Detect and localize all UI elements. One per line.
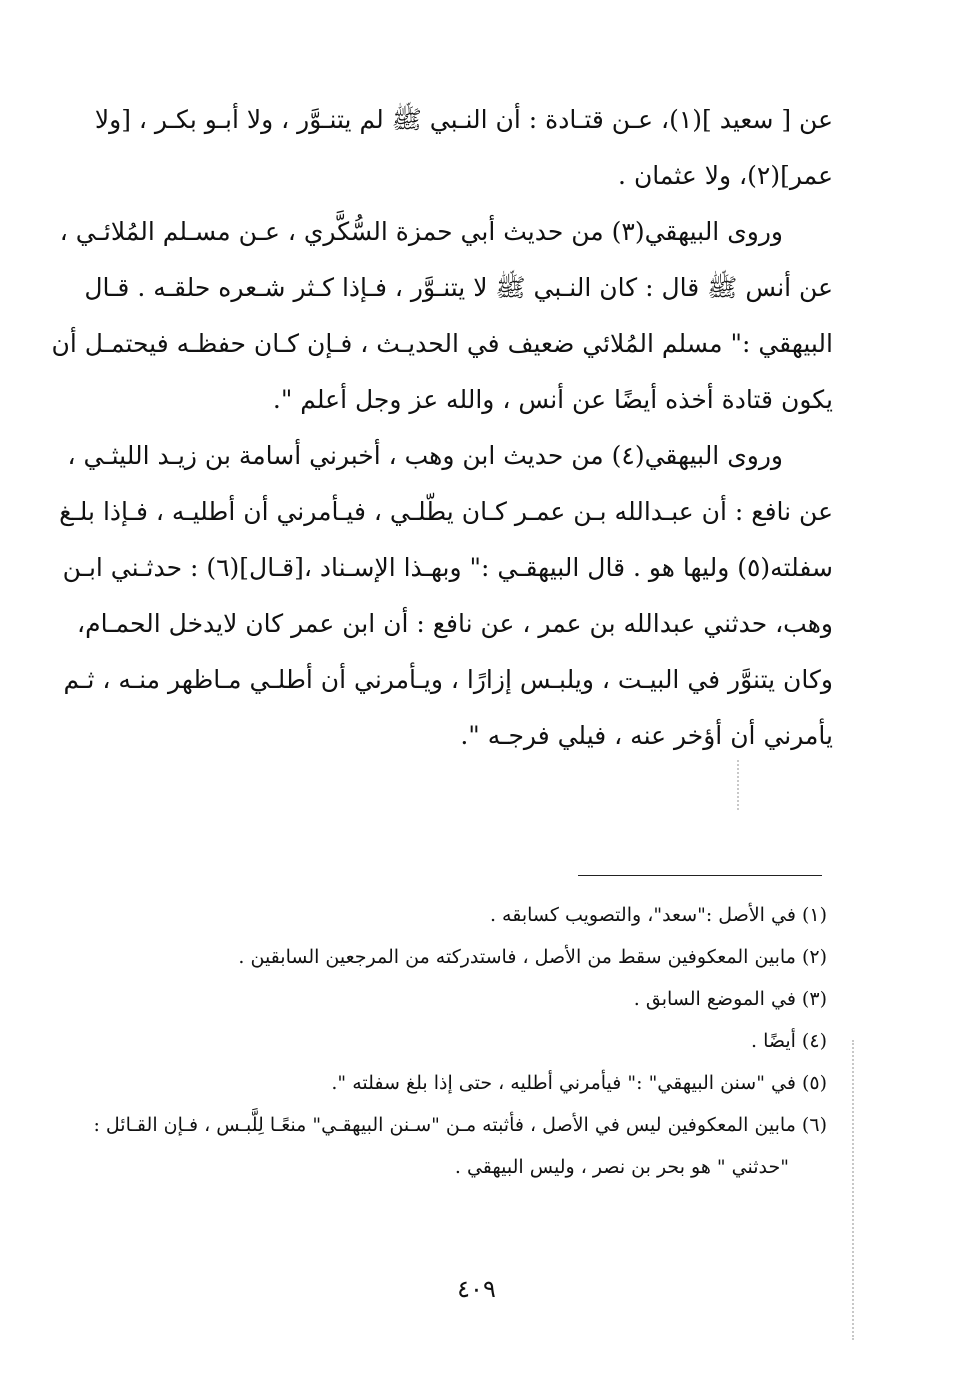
- text-line: وروى البيهقي(٤) من حديث ابن وهب ، أخبرني أسامة بن زيـد الليثـي ،: [67, 441, 783, 470]
- page-number: ٤٠٩: [457, 1275, 496, 1303]
- footnote: (١) في الأصل :"سعد"، والتصويب كسابقه .: [489, 904, 827, 926]
- text-line: عمر](٢)، ولا عثمان .: [618, 161, 833, 190]
- footnote: (٤) أيضًا .: [750, 1030, 827, 1052]
- footnote-separator: [578, 875, 822, 876]
- text-line: سفلته(٥) وليها هو . قال البيهقـي :" وبهـذا الإسـناد ،[قـال](٦) : حدثـني ابـن: [62, 553, 833, 582]
- scan-artifact: [737, 760, 741, 810]
- text-line: وكان يتنوَّر في البيـت ، ويلبـس إزارًا ، ويـأمرني أن أطلـي مـاظهر منـه ، ثـم: [63, 665, 833, 694]
- footnote: (٢) مابين المعكوفين سقط من الأصل ، فاستدركته من المرجعين السابقين .: [238, 946, 827, 968]
- text-line: عن أنس ﷺ قال : كان النـبي ﷺ لا يتنـوَّر ، فـإذا كـثر شـعره حلقـه . قـال: [84, 273, 833, 302]
- footnote: (٦) مابين المعكوفين ليس في الأصل ، فأثبته مـن "سـنن البيهقـي" منعًـا لِلَّبـس ، فـإن القـائل :: [93, 1114, 827, 1136]
- main-text: [51, 92, 833, 764]
- footnote-continuation: "حدثني " هو بحر بن نصر ، وليس البيهقي .: [454, 1156, 789, 1178]
- footnote: (٣) في الموضع السابق .: [633, 988, 827, 1010]
- text-line: عن [ سعيد ](١)، عـن قتـادة : أن النـبي ﷺ لم يتنـوَّر ، ولا أبـو بكـر ، [ولا: [94, 105, 833, 134]
- text-line: يأمرني أن أؤخر عنه ، فيلي فرجـه ".: [460, 721, 833, 750]
- footnote: (٥) في "سنن البيهقي" :" فيأمرني أطليه ، حتى إذا بلغ سفلته ".: [331, 1072, 827, 1094]
- footnotes: [93, 894, 827, 1188]
- text-line: وروى البيهقي(٣) من حديث أبي حمزة السُّكَّري ، عـن مسـلم المُلائـي ،: [59, 217, 783, 246]
- text-line: عن نافع : أن عبـدالله بـن عمـر كـان يطّلـي ، فيـأمرني أن أطليـه ، فـإذا بلـغ: [59, 497, 833, 526]
- text-line: البيهقي :" مسلم المُلائي ضعيف في الحديـث ، فـإن كـان حفظـه فيحتمـل أن: [51, 329, 833, 358]
- text-line: يكون قتادة أخذه أيضًا عن أنس ، والله عز وجل أعلم ".: [272, 385, 833, 414]
- text-line: وهب، حدثني عبدالله بن عمر ، عن نافع : أن ابن عمر كان لايدخل الحمـام،: [77, 609, 833, 638]
